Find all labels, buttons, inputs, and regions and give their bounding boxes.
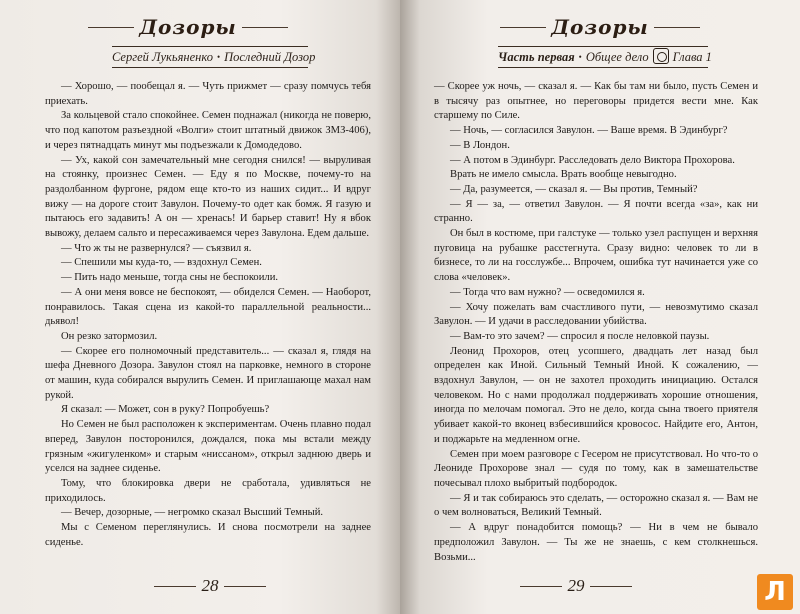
page-number: 28 xyxy=(150,574,270,598)
series-logo: Дозоры xyxy=(134,14,242,40)
paragraph: — А вдруг понадобится помощь? — Ни в чем не бывало предположил Завулон. — Ты же не знаешь, с кем столкнешься. Возьми... xyxy=(434,522,758,563)
paragraph: — Ночь, — согласился Завулон. — Ваше время. В Эдинбург? xyxy=(450,125,728,137)
part-title: Часть первая xyxy=(498,50,575,64)
separator-bullet: • xyxy=(216,52,221,62)
paragraph: — Тогда что вам нужно? — осведомился я. xyxy=(450,286,645,298)
paragraph: — Хочу пожелать вам счастливого пути, — невозмутимо сказал Завулон. — И удачи в расследовании убийства. xyxy=(434,301,758,328)
paragraph: — А они меня вовсе не беспокоят, — обиделся Семен. — Наоборот, понравилось. Такая сцена из какой-то параллельной реальности... дьявол! xyxy=(45,286,371,328)
paragraph: — Вечер, дозорные, — негромко сказал Высший Темный. xyxy=(61,507,324,519)
right-page xyxy=(400,0,800,614)
paragraph: Он был в костюме, при галстуке — только узел распущен и верхняя пуговица на рубашке расстегнута. Сразу видно: человек то ли в бизнесе, то ли на госслужбе... Впрочем, ошибка тут начинается уже со слова «человек». xyxy=(434,228,758,284)
right-page-text xyxy=(434,80,758,565)
separator-bullet: • xyxy=(578,52,582,62)
paragraph: — Скорее уж ночь, — сказал я. — Как бы там ни было, пусть Семен и в тысячу раз опытнее, но переговоры придется вести мне. Как старшему по Силе. xyxy=(434,81,758,122)
paragraph: — В Лондон. xyxy=(450,139,510,151)
publisher-badge[interactable]: Л xyxy=(757,574,793,610)
paragraph: — Хорошо, — пообещал я. — Чуть прижмет — сразу помчусь тебя приехать. xyxy=(45,81,371,107)
paragraph: — Я и так собираюсь это сделать, — осторожно сказал я. — Вам не о чем волноваться, Великий Темный. xyxy=(434,492,758,519)
paragraph: — Да, разумеется, — сказал я. — Вы против, Темный? xyxy=(450,183,698,195)
paragraph: — Спешили мы куда-то, — вздохнул Семен. xyxy=(61,257,262,269)
paragraph: Я сказал: — Может, сон в руку? Попробуешь? xyxy=(61,404,270,416)
author-name: Сергей Лукьяненко xyxy=(112,50,213,64)
paragraph: Семен при моем разговоре с Гесером не присутствовал. Но что-то о Леониде Прохорове знал — судя по тому, как в замешательстве почесывал плохо выбритый подбородок. xyxy=(434,448,758,489)
paragraph: Мы с Семеном переглянулись. И снова посмотрели на заднее сиденье. xyxy=(45,522,371,548)
paragraph: Врать не имело смысла. Врать вообще невыгодно. xyxy=(450,169,677,181)
running-head-left xyxy=(112,46,316,68)
section-title: Общее дело xyxy=(585,50,649,64)
left-page-text xyxy=(45,80,371,551)
paragraph: — Пить надо меньше, тогда сны не беспокоили. xyxy=(61,272,279,284)
paragraph: Леонид Прохоров, отец усопшего, двадцать лет назад был определен как Иной. Сильный Темный Иной. К сожалению, — вздохнул Завулон, — он не захотел проходить инициацию. Остался человеком. Но с нами продолжал поддерживать хорошие отношения, иногда по мелочам помогал. Это не дело, когда сына твоего приятеля убивает какой-то вконец взбесившийся кровосос. Найдите его, Антон, и поджарьте на медленном огне. xyxy=(434,345,758,445)
series-logo: Дозоры xyxy=(546,14,654,40)
paragraph: Он резко затормозил. xyxy=(61,330,158,342)
paragraph: — Я — за, — ответил Завулон. — Я почти всегда «за», как ни странно. xyxy=(434,198,758,225)
running-head-right xyxy=(498,46,712,68)
paragraph: — А потом в Эдинбург. Расследовать дело Виктора Прохорова. xyxy=(450,154,735,166)
chapter-emblem-icon xyxy=(653,48,669,64)
paragraph: — Вам-то это зачем? — спросил я после неловкой паузы. xyxy=(450,330,710,342)
paragraph: За кольцевой стало спокойнее. Семен поднажал (никогда не поверю, что под капотом разъездной «Волги» стоит штатный движок ЗМЗ-406), и через пятнадцать минут мы подъезжали к Домодедово. xyxy=(45,110,371,151)
paragraph: Но Семен не был расположен к экспериментам. Очень плавно подал вперед, Завулон посторонился, дождался, пока мы встали между грязным «жигуленком» и старым «ниссаном», открыл заднюю дверь и уселся на заднее сиденье. xyxy=(45,419,371,475)
page-number: 29 xyxy=(516,574,636,598)
paragraph: — Скорее его полномочный представитель... — сказал я, глядя на шефа Дневного Дозора. Завулон стоял на парковке, немного в стороне от машин, куда собирался вырулить Семен. И приглашающе махал нам рукой. xyxy=(45,345,371,401)
book-title: Последний Дозор xyxy=(224,50,316,64)
paragraph: — Что ж ты не развернулся? — съязвил я. xyxy=(61,242,252,254)
chapter-label: Глава 1 xyxy=(672,50,712,64)
paragraph: — Ух, какой сон замечательный мне сегодня снился! — выруливая на стоянку, произнес Семен. — Еду я по Москве, почему-то на раздолбанном фургоне, рядом еще кто-то из наших сидит... И вдруг вижу — на дороге стоит Завулон. Почему-то одет как бомж. Я газую и пытаюсь его задавить! А он — хренась! И барьер ставит! Ну я вбок вывожу, делаем сальто и пересаживаемся через Завулона. Едем дальше. xyxy=(45,154,371,240)
paragraph: Тому, что блокировка двери не сработала, удивляться не приходилось. xyxy=(45,477,371,504)
